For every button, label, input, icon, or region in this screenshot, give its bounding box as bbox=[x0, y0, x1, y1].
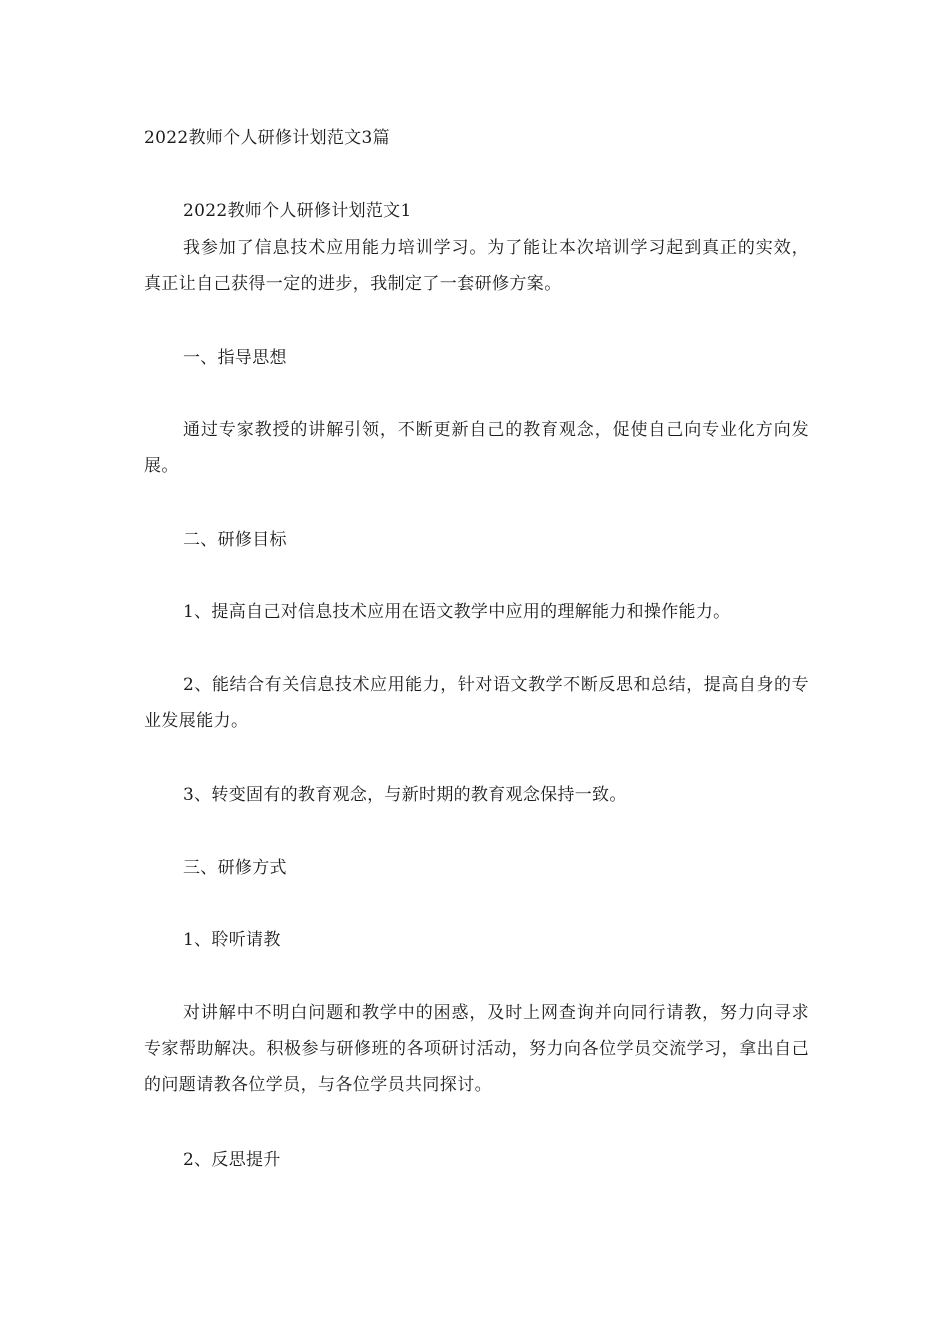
goal-item-1: 1、提高自己对信息技术应用在语文教学中应用的理解能力和操作能力。 bbox=[183, 602, 731, 622]
intro-paragraph: 我参加了信息技术应用能力培训学习。为了能让本次培训学习起到真正的实效，真正让自己获得一定的进步，我制定了一套研修方案。 bbox=[144, 238, 809, 294]
section-heading-methods: 三、研修方式 bbox=[183, 858, 287, 878]
document-subtitle: 2022教师个人研修计划范文1 bbox=[183, 201, 412, 221]
method-heading-1: 1、聆听请教 bbox=[183, 930, 281, 950]
section-heading-guiding-thought: 一、指导思想 bbox=[183, 348, 287, 368]
goal-item-2: 2、能结合有关信息技术应用能力，针对语文教学不断反思和总结，提高自身的专业发展能力。 bbox=[144, 675, 809, 731]
method-1-paragraph: 对讲解中不明白问题和教学中的困惑，及时上网查询并向同行请教，努力向寻求专家帮助解决。积极参与研修班的各项研讨活动，努力向各位学员交流学习，拿出自己的问题请教各位学员，与各位学员共同探讨。 bbox=[144, 1003, 809, 1095]
guiding-thought-paragraph: 通过专家教授的讲解引领，不断更新自己的教育观念，促使自己向专业化方向发展。 bbox=[144, 420, 809, 476]
method-heading-2: 2、反思提升 bbox=[183, 1150, 281, 1170]
document-title: 2022教师个人研修计划范文3篇 bbox=[144, 128, 390, 148]
goal-item-3: 3、转变固有的教育观念，与新时期的教育观念保持一致。 bbox=[183, 785, 627, 805]
section-heading-goals: 二、研修目标 bbox=[183, 530, 287, 550]
